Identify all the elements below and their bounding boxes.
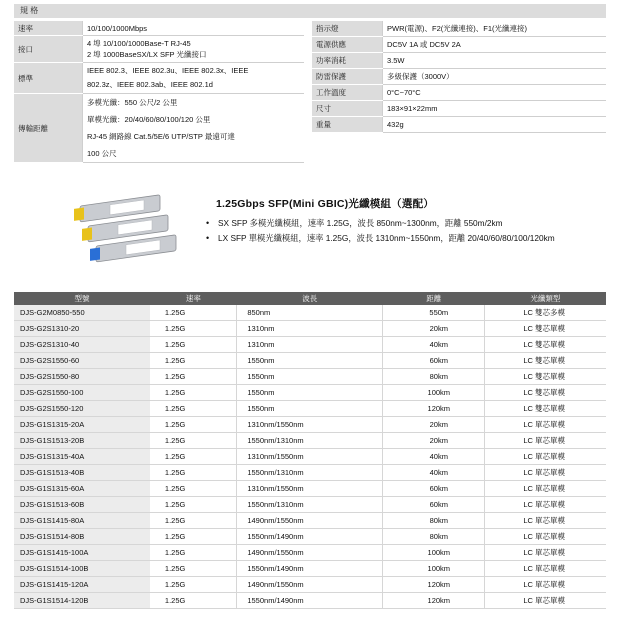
spec-row-size xyxy=(312,101,606,117)
wavelength-cell: 1310nm/1550nm xyxy=(237,449,383,465)
distance-cell: 80km xyxy=(383,513,485,529)
wavelength-cell: 1550nm/1310nm xyxy=(237,497,383,513)
model-cell: DJS-G1S1513-20B xyxy=(14,433,150,449)
model-cell: DJS-G1S1514-100B xyxy=(14,561,150,577)
distance-cell: 60km xyxy=(383,497,485,513)
spec-value: PWR(電源)、F2(光纖連接)、F1(光纖連接) xyxy=(383,21,607,37)
rate-cell: 1.25G xyxy=(150,545,237,561)
rate-cell: 1.25G xyxy=(150,369,237,385)
wavelength-cell: 1490nm/1550nm xyxy=(237,513,383,529)
spec-row-lightning xyxy=(312,69,606,85)
table-row xyxy=(14,369,606,385)
rate-cell: 1.25G xyxy=(150,417,237,433)
table-row xyxy=(14,449,606,465)
fiber-type-cell: LC 單芯單模 xyxy=(485,449,606,465)
spec-label: 速率 xyxy=(14,21,83,36)
spec-row-temperature xyxy=(312,85,606,101)
spec-section-header: 規 格 xyxy=(14,4,606,18)
fiber-type-cell: LC 雙芯單模 xyxy=(485,369,606,385)
spec-table-left xyxy=(14,21,304,163)
fiber-type-cell: LC 雙芯單模 xyxy=(485,401,606,417)
model-cell: DJS-G1S1415-120A xyxy=(14,577,150,593)
fiber-type-cell: LC 單芯單模 xyxy=(485,577,606,593)
spec-row-weight xyxy=(312,117,606,133)
model-cell: DJS-G1S1315-40A xyxy=(14,449,150,465)
spec-row-standard xyxy=(14,63,304,94)
distance-cell: 100km xyxy=(383,561,485,577)
product-table-header xyxy=(14,292,606,305)
fiber-type-cell: LC 單芯單模 xyxy=(485,465,606,481)
spec-row-power-supply xyxy=(312,37,606,53)
wavelength-cell: 1550nm xyxy=(237,353,383,369)
rate-cell: 1.25G xyxy=(150,305,237,321)
spec-value: 432g xyxy=(383,117,607,133)
distance-cell: 20km xyxy=(383,417,485,433)
table-row xyxy=(14,513,606,529)
rate-cell: 1.25G xyxy=(150,433,237,449)
rate-cell: 1.25G xyxy=(150,577,237,593)
fiber-type-cell: LC 單芯單模 xyxy=(485,433,606,449)
fiber-type-cell: LC 單芯單模 xyxy=(485,481,606,497)
fiber-type-cell: LC 雙芯多模 xyxy=(485,305,606,321)
distance-cell: 60km xyxy=(383,481,485,497)
spec-row-rate xyxy=(14,21,304,36)
rate-cell: 1.25G xyxy=(150,385,237,401)
spec-label: 指示燈 xyxy=(312,21,383,37)
col-header-fiber-type: 光纖類型 xyxy=(485,292,606,305)
fiber-type-cell: LC 雙芯單模 xyxy=(485,337,606,353)
product-table-body xyxy=(14,305,606,609)
distance-cell: 80km xyxy=(383,369,485,385)
fiber-type-cell: LC 單芯單模 xyxy=(485,545,606,561)
spec-label: 尺寸 xyxy=(312,101,383,117)
spec-value: DC5V 1A 或 DC5V 2A xyxy=(383,37,607,53)
spec-row-power-consumption xyxy=(312,53,606,69)
col-header-wavelength: 波長 xyxy=(237,292,383,305)
rate-cell: 1.25G xyxy=(150,353,237,369)
wavelength-cell: 1310nm xyxy=(237,337,383,353)
fiber-type-cell: LC 雙芯單模 xyxy=(485,353,606,369)
spec-table-right xyxy=(312,21,606,133)
fiber-type-cell: LC 雙芯單模 xyxy=(485,385,606,401)
model-cell: DJS-G2M0850-550 xyxy=(14,305,150,321)
wavelength-cell: 1550nm/1310nm xyxy=(237,433,383,449)
spec-value: IEEE 802.3、IEEE 802.3u、IEEE 802.3x、IEEE 802.3z、IEEE 802.3ab、IEEE 802.1d xyxy=(83,63,305,94)
model-cell: DJS-G1S1315-60A xyxy=(14,481,150,497)
fiber-type-cell: LC 單芯單模 xyxy=(485,593,606,609)
fiber-type-cell: LC 單芯單模 xyxy=(485,529,606,545)
model-cell: DJS-G1S1315-20A xyxy=(14,417,150,433)
rate-cell: 1.25G xyxy=(150,513,237,529)
table-row xyxy=(14,385,606,401)
model-cell: DJS-G2S1550-60 xyxy=(14,353,150,369)
model-cell: DJS-G2S1550-80 xyxy=(14,369,150,385)
spec-value: 多級保護（3000V） xyxy=(383,69,607,85)
table-row xyxy=(14,305,606,321)
distance-cell: 40km xyxy=(383,449,485,465)
spec-row-ports xyxy=(14,36,304,63)
spec-value: 10/100/1000Mbps xyxy=(83,21,305,36)
fiber-type-cell: LC 單芯單模 xyxy=(485,497,606,513)
distance-cell: 120km xyxy=(383,577,485,593)
table-row xyxy=(14,321,606,337)
wavelength-cell: 1490nm/1550nm xyxy=(237,577,383,593)
distance-cell: 40km xyxy=(383,465,485,481)
distance-cell: 100km xyxy=(383,385,485,401)
fiber-type-cell: LC 雙芯單模 xyxy=(485,321,606,337)
col-header-distance: 距離 xyxy=(383,292,485,305)
sfp-module-image xyxy=(72,186,202,276)
model-cell: DJS-G1S1415-100A xyxy=(14,545,150,561)
bullet-sx-module: • SX SFP 多模光纖模組，速率 1.25G，波長 850nm~1300nm，距離 550m/2km xyxy=(204,216,604,231)
distance-cell: 20km xyxy=(383,321,485,337)
distance-cell: 100km xyxy=(383,545,485,561)
rate-cell: 1.25G xyxy=(150,561,237,577)
spec-value: 3.5W xyxy=(383,53,607,69)
wavelength-cell: 1310nm xyxy=(237,321,383,337)
fiber-type-cell: LC 單芯單模 xyxy=(485,561,606,577)
spec-value: 0°C~70°C xyxy=(383,85,607,101)
wavelength-cell: 1550nm xyxy=(237,385,383,401)
model-cell: DJS-G2S1550-100 xyxy=(14,385,150,401)
spec-row-distance xyxy=(14,94,304,163)
wavelength-cell: 1550nm/1490nm xyxy=(237,561,383,577)
wavelength-cell: 1550nm xyxy=(237,401,383,417)
spec-label: 接口 xyxy=(14,36,83,63)
model-cell: DJS-G1S1513-60B xyxy=(14,497,150,513)
spec-label: 工作溫度 xyxy=(312,85,383,101)
rate-cell: 1.25G xyxy=(150,481,237,497)
spec-label: 重量 xyxy=(312,117,383,133)
spec-label: 傳輸距離 xyxy=(14,94,83,163)
rate-cell: 1.25G xyxy=(150,529,237,545)
fiber-type-cell: LC 單芯單模 xyxy=(485,417,606,433)
table-row xyxy=(14,545,606,561)
distance-cell: 550m xyxy=(383,305,485,321)
model-cell: DJS-G1S1513-40B xyxy=(14,465,150,481)
distance-cell: 20km xyxy=(383,433,485,449)
col-header-rate: 速率 xyxy=(150,292,237,305)
wavelength-cell: 1490nm/1550nm xyxy=(237,545,383,561)
table-row xyxy=(14,337,606,353)
table-row xyxy=(14,433,606,449)
table-row xyxy=(14,497,606,513)
wavelength-cell: 850nm xyxy=(237,305,383,321)
module-title: 1.25Gbps SFP(Mini GBIC)光纖模組（選配） xyxy=(216,198,434,210)
wavelength-cell: 1310nm/1550nm xyxy=(237,417,383,433)
table-row xyxy=(14,593,606,609)
spec-label: 防雷保護 xyxy=(312,69,383,85)
spec-row-indicator xyxy=(312,21,606,37)
table-row xyxy=(14,465,606,481)
col-header-model: 型號 xyxy=(14,292,150,305)
table-row xyxy=(14,577,606,593)
table-row xyxy=(14,481,606,497)
rate-cell: 1.25G xyxy=(150,337,237,353)
table-row xyxy=(14,529,606,545)
rate-cell: 1.25G xyxy=(150,449,237,465)
model-cell: DJS-G1S1514-120B xyxy=(14,593,150,609)
spec-value: 多模光纖：550 公尺/2 公里 單模光纖：20/40/60/80/100/120 公里 RJ-45 網路線 Cat.5/5E/6 UTP/STP 最遠可達 100 公尺 xyxy=(83,94,305,163)
spec-value: 183×91×22mm xyxy=(383,101,607,117)
rate-cell: 1.25G xyxy=(150,465,237,481)
distance-cell: 120km xyxy=(383,401,485,417)
distance-cell: 80km xyxy=(383,529,485,545)
spec-label: 功率消耗 xyxy=(312,53,383,69)
table-row xyxy=(14,401,606,417)
wavelength-cell: 1550nm/1310nm xyxy=(237,465,383,481)
table-row xyxy=(14,561,606,577)
bullet-lx-module: • LX SFP 單模光纖模組，速率 1.25G，波長 1310nm~1550nm，距離 20/40/60/80/100/120km xyxy=(204,231,604,246)
distance-cell: 60km xyxy=(383,353,485,369)
module-bullet-list xyxy=(204,216,604,246)
spec-value: 4 埠 10/100/1000Base-T RJ-45 2 埠 1000BaseSX/LX SFP 光纖接口 xyxy=(83,36,305,63)
spec-label: 電源供應 xyxy=(312,37,383,53)
wavelength-cell: 1550nm/1490nm xyxy=(237,593,383,609)
wavelength-cell: 1550nm/1490nm xyxy=(237,529,383,545)
rate-cell: 1.25G xyxy=(150,593,237,609)
fiber-type-cell: LC 單芯單模 xyxy=(485,513,606,529)
model-cell: DJS-G2S1310-20 xyxy=(14,321,150,337)
wavelength-cell: 1550nm xyxy=(237,369,383,385)
rate-cell: 1.25G xyxy=(150,321,237,337)
table-row xyxy=(14,353,606,369)
model-cell: DJS-G1S1514-80B xyxy=(14,529,150,545)
distance-cell: 40km xyxy=(383,337,485,353)
rate-cell: 1.25G xyxy=(150,497,237,513)
wavelength-cell: 1310nm/1550nm xyxy=(237,481,383,497)
distance-cell: 120km xyxy=(383,593,485,609)
product-table xyxy=(14,292,606,609)
spec-label: 標準 xyxy=(14,63,83,94)
model-cell: DJS-G2S1310-40 xyxy=(14,337,150,353)
model-cell: DJS-G2S1550-120 xyxy=(14,401,150,417)
rate-cell: 1.25G xyxy=(150,401,237,417)
table-row xyxy=(14,417,606,433)
model-cell: DJS-G1S1415-80A xyxy=(14,513,150,529)
